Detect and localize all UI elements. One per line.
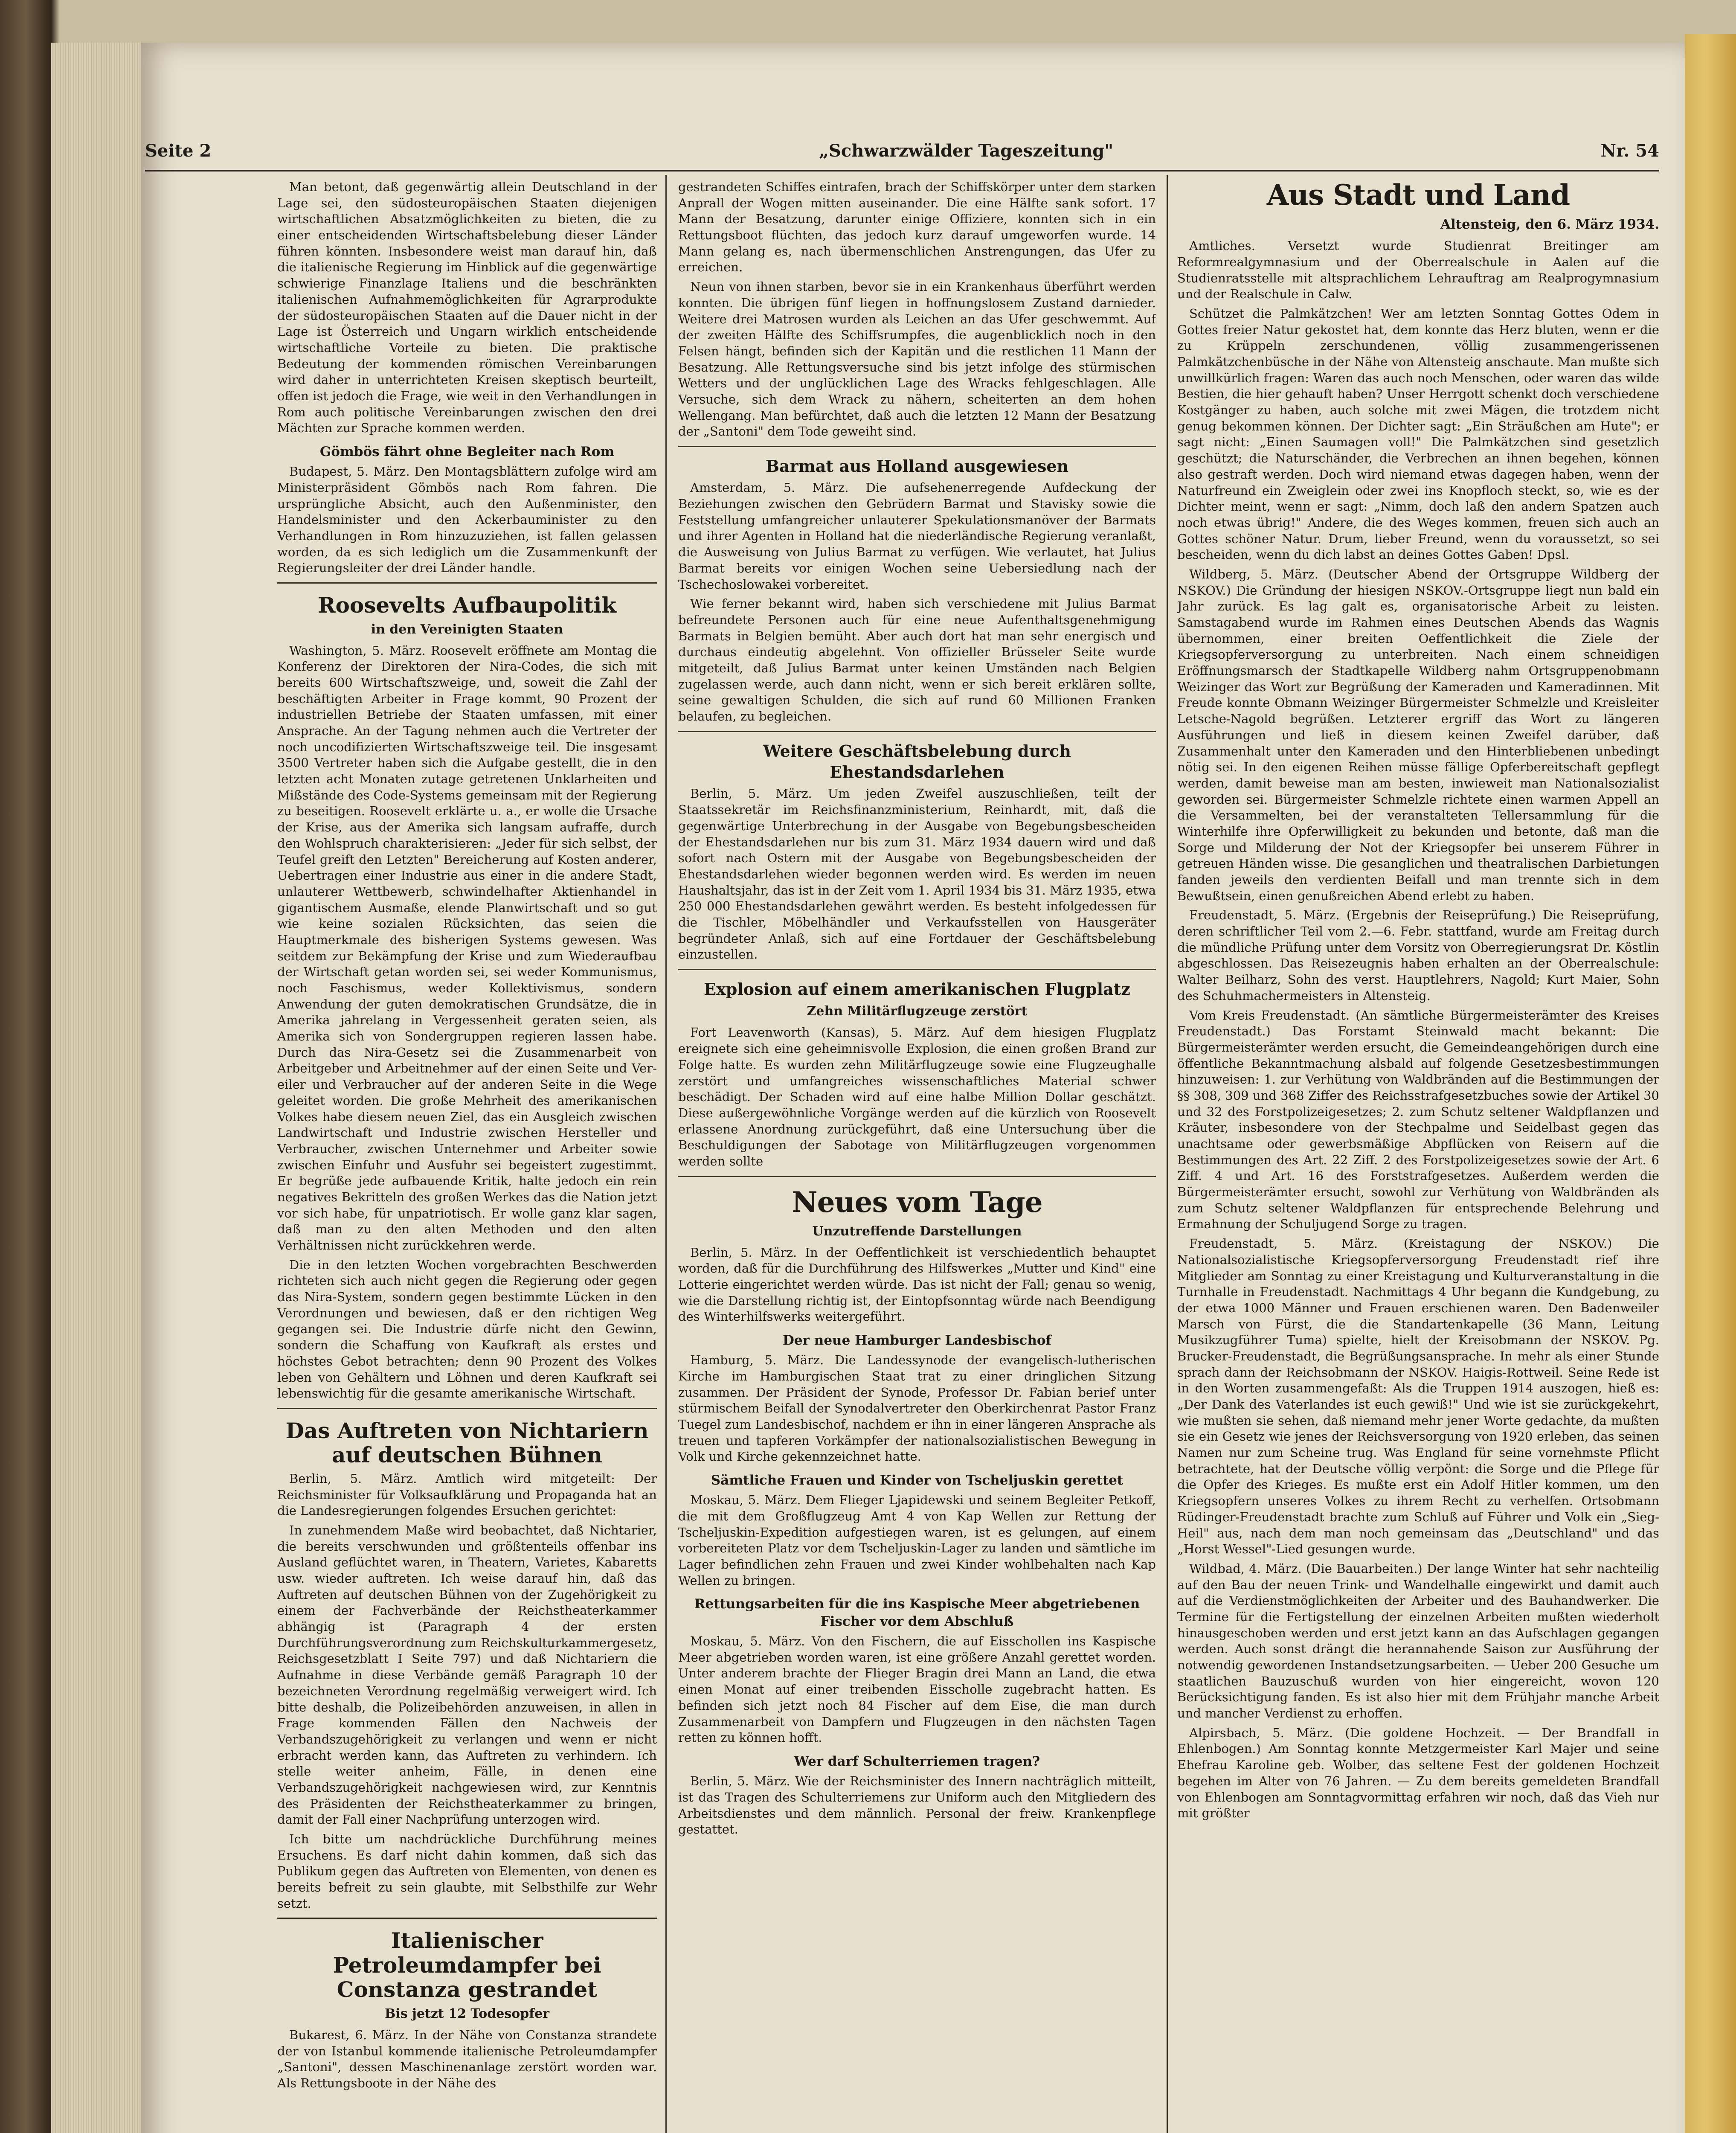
article-text: Berlin, 5. März. Um jeden Zweifel auszuschließen, teilt der Staatssekretär im Reichsfinanzministerium, Reinhardt, mit, daß die gegenwärtige Unterbrechung in der Ausgabe von Begebungsbescheiden der Ehestandsdarlehen nur bis zum 31. März 1934 dauern wird und daß sofort nach Ostern mit der Ausgabe von Begebungsbescheiden der Ehestandsdarlehen wieder begonnen werden wird. Es werden im neuen Haushaltsjahr, das ist in der Zeit vom 1. April 1934 bis 31. März 1935, etwa 250 000 Ehestandsdarlehen gewährt werden. Es besteht infolgedessen für die Tischler, Möbelhändler und Verkaufsstellen von Hausgeräter begründeter Anlaß, sich auf eine Fortdauer der Geschäftsbelebung einzustellen. [678, 786, 1156, 962]
article-text: Moskau, 5. März. Dem Flieger Ljapidewski und seinem Begleiter Petkoff, die mit dem Großflugzeug Amt 4 von Kap Wellen zur Rettung der Tscheljuskin-Expedition aufgestiegen waren, ist es gelungen, auf einem vorbereiteten Platz vor dem Tscheljuskin-Lager zu landen und sämtliche im Lager befindlichen zehn Frauen und zwei Kinder wohlbehalten nach Kap Wellen zu bringen. [678, 1493, 1156, 1588]
article-separator [277, 1408, 657, 1409]
page-header [145, 141, 1659, 166]
page-number: Seite 2 [145, 141, 212, 161]
article-headline: Weitere Geschäftsbelebung durch Ehestandsdarlehen [763, 741, 1071, 782]
column-1 [277, 179, 657, 2133]
article-text: Schützet die Palmkätzchen! Wer am letzten Sonntag Gottes Odem in Gottes freier Natur gekostet hat, dem konnte das Herz bluten, wenn er die zu Krüppeln zerschundenen, völlig zusammengerissenen Palmkätzchenbüsche in der Nähe von Altensteig anschaute. Man mußte sich unwillkürlich fragen: Waren das auch noch Menschen, oder waren das wilde Bestien, die hier gehauft haben? Unser Herrgott schenkt doch verschiedene Kostgänger zu haben, auch solche mit zwei Mägen, die trotzdem nicht genug bekommen können. Der Dichter sagt: „Ein Sträußchen am Hute"; er sagt nicht: „Einen Saumagen voll!" Die Palmkätzchen sind gesetzlich geschützt; die Naturschänder, die Verbrechen an ihnen begehen, können also gestraft werden. Doch wird niemand etwas dagegen haben, wenn der Naturfreund ein Zweiglein oder zwei ins Knopfloch steckt, so, wie es der Dichter meint, wenn er sagt: „Nimm, doch laß den andern Spatzen auch noch etwas übrig!" Andere, die des Weges kommen, freuen sich auch an Gottes schöner Natur. Drum, lieber Freund, wenn du voraussetzt, so sei bescheiden, wenn du dich labst an deines Gottes Gaben! Dpsl. [1177, 306, 1659, 562]
article-separator [678, 969, 1156, 970]
article-headline: Barmat aus Holland ausgewiesen [765, 456, 1069, 476]
article-headline: Italienischer Petroleumdampfer bei Constanza gestrandet [333, 1928, 601, 2002]
column-divider-1 [665, 175, 667, 2133]
article-subheadline: Bis jetzt 12 Todesopfer [384, 2006, 550, 2021]
article-text: Die in den letzten Wochen vorgebrachten Beschwerden richteten sich auch nicht gegen die Regierung oder gegen das Nira-System, sondern gegen bestimmte Lücken in den Verordnungen und bewiesen, daß er den richtigen Weg gegangen sei. Die Industrie dürfe nicht den Gewinn, sondern die Schaffung von Kaufkraft als erstes und höchstes Gebot betrachten; denn 90 Prozent des Volkes leben von Gehältern und Löhnen und deren Kaufkraft sei lebenswichtig für die gesamte amerikanische Wirtschaft. [277, 1257, 657, 1401]
newspaper-title: „Schwarzwälder Tageszeitung" [819, 141, 1114, 161]
article-text: Wildbad, 4. März. (Die Bauarbeiten.) Der lange Winter hat sehr nachteilig auf den Bau der neuen Trink- und Wandelhalle eingewirkt und damit auch auf die Verdienstmöglichkeiten der Arbeiter und des Bauhandwerker. Die Termine für die Fertigstellung der einzelnen Arbeiten mußten wiederholt hinausgeschoben werden und erst jetzt kann an das Aufschlagen gegangen werden. Auch sonst drängt die herannahende Saison zur Ausführung der notwendig gewordenen Instandsetzungsarbeiten. — Ueber 200 Gesuche um staatlichen Bauzuschuß wurden von hier eingereicht, wovon 120 Berücksichtigung fanden. Es ist also hier mit dem Frühjahr manche Arbeit und mancher Verdienst zu erhoffen. [1177, 1561, 1659, 1721]
article-text: Man betont, daß gegenwärtig allein Deutschland in der Lage sei, den südosteuropäischen Staaten diejenigen wirtschaftlichen Absatzmöglichkeiten zu bieten, die zu einer entscheidenden Wirtschaftsbelebung dieser Länder führen könnten. Insbesondere weist man darauf hin, daß die italienische Regierung im Hinblick auf die gegenwärtige schwierige Finanzlage Italiens und die beschränkten italienischen Aufnahmemöglichkeiten für Agrarprodukte der südosteuropäischen Staaten auf die Dauer nicht in der Lage ist Österreich und Ungarn wirklich entscheidende wirtschaftliche Vorteile zu bieten. Die praktische Bedeutung der kommenden römischen Vereinbarungen wird daher in unterrichteten Kreisen skeptisch beurteilt, offen ist jedoch die Frage, wie weit in den Verhandlungen in Rom auch politische Vereinbarungen zwischen den drei Mächten zur Sprache kommen werden. [277, 180, 657, 436]
article-headline: Gömbös fährt ohne Begleiter nach Rom [319, 444, 615, 459]
article-text: Berlin, 5. März. Amtlich wird mitgeteilt: Der Reichsminister für Volksaufklärung und Propaganda hat an die Landesregierungen folgendes Ersuchen gerichtet: [277, 1471, 657, 1518]
article-text: Wie ferner bekannt wird, haben sich verschiedene mit Julius Barmat befreundete Personen auch für eine neue Aufenthaltsgenehmigung Barmats in Belgien bemüht. Aber auch dort hat man sehr energisch und durchaus eindeutig abgelehnt. Von offizieller Brüsseler Seite wurde mitgeteilt, daß Julius Barmat unter keinen Umständen nach Belgien zugelassen werde, auch dann nicht, wenn er sich bereit erklären sollte, seine gewaltigen Schulden, die sich auf rund 60 Millionen Franken belaufen, zu begleichen. [678, 596, 1156, 724]
column-2 [678, 179, 1156, 2133]
article-text: Fort Leavenworth (Kansas), 5. März. Auf dem hiesigen Flugplatz ereignete sich eine geheimnisvolle Explosion, die einen großen Brand zur Folge hatte. Es wurden zehn Militärflugzeuge sowie eine Flugzeughalle zerstört und umfangreiches wissenschaftliches Material schwer beschädigt. Der Schaden wird auf eine halbe Million Dollar geschätzt. Diese außergewöhnliche Vorgänge werden auf die kürzlich von Roosevelt erlassene Anordnung zurückgeführt, daß eine Untersuchung über die Beschuldigungen der Sabotage von Militärflugzeugen vorgenommen werden sollte [678, 1025, 1156, 1168]
article-text: Amtliches. Versetzt wurde Studienrat Breitinger am Reformrealgymnasium und der Oberrealschule in Aalen auf die Studienratsstelle mit altsprachlichem Lehrauftrag am Realprogymnasium und der Realschule in Calw. [1177, 238, 1659, 302]
page-stack-edge [51, 43, 149, 2133]
dateline: Altensteig, den 6. März 1934. [1440, 216, 1659, 232]
article-text: Berlin, 5. März. Wie der Reichsminister des Innern nachträglich mitteilt, ist das Tragen des Schulterriemens zur Uniform auch den Mitgliedern des Arbeitsdienstes und dem männlich. Personal der freiw. Krankenpflege gestattet. [678, 1774, 1156, 1837]
article-text: Berlin, 5. März. In der Oeffentlichkeit ist verschiedentlich behauptet worden, daß für die Durchführung des Hilfswerkes „Mutter und Kind" eine Lotterie eingerichtet werden würde. Das ist nicht der Fall; genau so wenig, wie die Darstellung richtig ist, der Eintopfsonntag würde nach Beendigung des Winterhilfswerks weitergeführt. [678, 1245, 1156, 1324]
article-separator [678, 731, 1156, 732]
issue-number: Nr. 54 [1600, 141, 1659, 161]
section-headline: Neues vom Tage [792, 1185, 1042, 1219]
column-3 [1177, 179, 1659, 2133]
article-text: Budapest, 5. März. Den Montagsblättern zufolge wird am Ministerpräsident Gömbös nach Rom fahren. Die ursprüngliche Absicht, auch den Außenminister, den Handelsminister und den Ackerbauminister zu den Verhandlungen in Rom hinzuzuziehen, ist fallen gelassen worden, da es sich lediglich um die Zusammenkunft der Regierungsleiter der drei Länder handle. [277, 464, 657, 575]
article-headline: Sämtliche Frauen und Kinder von Tscheljuskin gerettet [711, 1473, 1123, 1488]
article-subheadline: Zehn Militärflugzeuge zerstört [807, 1004, 1028, 1019]
article-text: Moskau, 5. März. Von den Fischern, die auf Eisschollen ins Kaspische Meer abgetrieben worden waren, ist eine größere Anzahl gerettet worden. Unter anderem brachte der Flieger Bragin drei Mann an Land, die etwa einen Monat auf einer treibenden Eisscholle zugebracht hatten. Es befinden sich jetzt noch 84 Fischer auf dem Eise, die man durch Zusammenarbeit von Dampfern und Flugzeugen in den nächsten Tagen retten zu können hofft. [678, 1634, 1156, 1745]
article-text: Ich bitte um nachdrückliche Durchführung meines Ersuchens. Es darf nicht dahin kommen, daß sich das Publikum gegen das Auftreten von Elementen, von denen es bereits befreit zu sein glaubte, mit Selbsthilfe zur Wehr setzt. [277, 1832, 657, 1911]
article-text: Hamburg, 5. März. Die Landessynode der evangelisch-lutherischen Kirche im Hamburgischen Staat trat zu einer dringlichen Sitzung zusammen. Der Präsident der Synode, Professor Dr. Fabian berief unter stürmischem Beifall der Synodalvertreter den Oberkirchenrat Pastor Franz Tuegel zum Landesbischof, nachdem er ihn in einer längeren Ansprache als treuen und tapferen Vorkämpfer der nationalsozialistischen Bewegung in Volk und Kirche gekennzeichnet hatte. [678, 1353, 1156, 1464]
article-subheadline: Unzutreffende Darstellungen [812, 1223, 1022, 1239]
binding-edge [1685, 34, 1736, 2133]
article-separator [277, 582, 657, 584]
article-text: Neun von ihnen starben, bevor sie in ein Krankenhaus überführt werden konnten. Die übrigen fünf liegen in hoffnungslosem Zustand darnieder. Weitere drei Matrosen wurden als Leichen an das Ufer geschwemmt. Auf der zweiten Hälfte des Schiffsrumpfes, die augenblicklich noch in den Felsen hängt, befinden sich der Kapitän und die restlichen 11 Mann der Besatzung. Alle Rettungsversuche sind bis jetzt infolge des stürmischen Wetters und der unglücklichen Lage des Wracks fehlgeschlagen. Alle Versuche, sich dem Wrack zu nähern, scheiterten an dem hohen Wellengang. Man befürchtet, daß auch die letzten 12 Mann der Besatzung der „Santoni" dem Tode geweiht sind. [678, 279, 1156, 439]
article-text: gestrandeten Schiffes eintrafen, brach der Schiffskörper unter dem starken Anprall der Wogen mitten auseinander. Die eine Hälfte sank sofort. 17 Mann der Besatzung, darunter einige Offiziere, konnten sich in ein Rettungsboot flüchten, das jedoch kurz darauf umgeworfen wurde. 14 Mann gelang es, nach übermenschlichen Anstrengungen, das Ufer zu erreichen. [678, 180, 1156, 275]
column-divider-2 [1167, 175, 1168, 2133]
article-separator [277, 1918, 657, 1919]
article-text: Alpirsbach, 5. März. (Die goldene Hochzeit. — Der Brandfall in Ehlenbogen.) Am Sonntag konnte Metzgermeister Karl Majer und seine Ehefrau Karoline geb. Wolber, das seltene Fest der goldenen Hochzeit begehen im Alter von 76 Jahren. — Zu dem bereits gemeldeten Brandfall von Ehlenbogen am Sonntagvormittag erfahren wir noch, daß das Vieh nur mit größter [1177, 1725, 1659, 1821]
section-headline: Aus Stadt und Land [1266, 179, 1570, 212]
article-text: In zunehmendem Maße wird beobachtet, daß Nichtarier, die bereits verschwunden und größtenteils offenbar ins Ausland geflüchtet waren, in Theatern, Varietes, Kabaretts usw. wieder auftreten. Ich weise darauf hin, daß das Auftreten auf deutschen Bühnen von der Zugehörigkeit zu einem der Fachverbände der Reichstheaterkammer abhängig ist (Paragraph 4 der ersten Durchführungsverordnung zum Reichskulturkammergesetz, Reichsgesetzblatt I Seite 797) und daß Nichtariern die Aufnahme in diese Verbände gemäß Paragraph 10 der bezeichneten Verordnung regelmäßig verweigert wird. Ich bitte deshalb, die Polizeibehörden anzuweisen, in allen in Frage kommenden Fällen den Nachweis der Verbandszugehörigkeit zu verlangen und wenn er nicht erbracht werden kann, das Auftreten zu verhindern. Ich stelle weiter anheim, Fälle, in denen eine Verbandszugehörigkeit nachgewiesen wird, zur Kenntnis des Präsidenten der Reichstheaterkammer zu bringen, damit der Fall einer Nachprüfung unterzogen wird. [277, 1523, 657, 1827]
article-text: Freudenstadt, 5. März. (Ergebnis der Reiseprüfung.) Die Reiseprüfung, deren schriftlicher Teil vom 2.—6. Febr. stattfand, wurde am Freitag durch die mündliche Prüfung unter dem Vorsitz von Oberregierungsrat Dr. Köstlin abgeschlossen. Das Reisezeugnis haben erhalten an der Oberrealschule: Walter Beilharz, Sohn des verst. Hauptlehrers, Nagold; Kurt Maier, Sohn des Schuhmachermeisters in Altensteig. [1177, 908, 1659, 1003]
article-separator [678, 1176, 1156, 1177]
article-subheadline: in den Vereinigten Staaten [371, 622, 563, 637]
article-headline: Roosevelts Aufbaupolitik [317, 593, 617, 618]
article-headline: Wer darf Schulterriemen tragen? [794, 1753, 1040, 1769]
article-text: Freudenstadt, 5. März. (Kreistagung der NSKOV.) Die Nationalsozialistische Kriegsopferversorgung Freudenstadt rief ihre Mitglieder am Sonntag zu einer Kreistagung und Kulturveranstaltung in die Turnhalle in Freudenstadt. Nachmittags 4 Uhr begann die Kundgebung, zu der etwa 1000 Männer und Frauen erschienen waren. Den Badenweiler Marsch von Fürst, die die Standartenkapelle (36 Mann, Leitung Musikzugführer Tuma) spielte, hielt der Kreisobmann der NSKOV. Pg. Brucker-Freudenstadt, die Begrüßungsansprache. In mehr als einer Stunde sprach dann der Reichsobmann der NSKOV. Haigis-Rottweil. Seine Rede ist in den Worten zusammengefaßt: Als die Truppen 1914 auszogen, hieß es: „Der Dank des Vaterlandes ist euch gewiß!" Und wie ist sie zurückgekehrt, wie mußten sie sehen, daß niemand mehr jener Worte gedachte, da mußten sie ein Gesetz wie jenes der Reichsversorgung von 1920 erleben, das seinen Namen nur zum Scheine trug. Was England für seine vornehmste Pflicht betrachtete, hat der Deutsche völlig verpönt: die Sorge und die Pflege für die Opfer des Krieges. Es mußte erst ein Adolf Hitler kommen, um den Kriegsopfern unseres Volkes zu ihrem Recht zu verhelfen. Ortsobmann Rüdinger-Freudenstadt brachte zum Schluß auf Führer und Volk ein „Sieg-Heil" aus, nach dem man noch gemeinsam das „Deutschland" und das „Horst Wessel"-Lied gesungen wurde. [1177, 1236, 1659, 1557]
article-headline: Rettungsarbeiten für die ins Kaspische Meer abgetriebenen Fischer vor dem Abschluß [694, 1596, 1140, 1629]
article-text: Washington, 5. März. Roosevelt eröffnete am Montag die Konferenz der Direktoren der Nira-Codes, die sich mit bereits 600 Wirtschaftszweige, und, soweit die Zahl der beschäftigten Arbeiter in Frage kommt, 90 Prozent der industriellen Betriebe der Staaten umfassen, mit einer Ansprache. An der Tagung nehmen auch die Vertreter der noch uncodifizierten Wirtschaftszweige teil. Die insgesamt 3500 Vertreter haben sich die Aufgabe gestellt, die in den letzten acht Monaten zutage getretenen Unklarheiten und Mißstände des Code-Systems gemeinsam mit der Regierung zu beseitigen. Roosevelt erklärte u. a., er wolle die Ursache der Krise, aus der Amerika sich langsam aufraffe, durch den Wohlspruch charakterisieren: „Jeder für sich selbst, der Teufel greift den Letzten" Bereicherung auf Kosten anderer, Uebertragen einer Industrie aus einer in die andere Stadt, unlauterer Wettbewerb, schwindelhafter Aktienhandel in gigantischem Ausmaße, elende Planwirtschaft und so gut wie keine sozialen Rücksichten, das seien die Hauptmerkmale des bisherigen Systems gewesen. Was seitdem zur Bekämpfung der Krise und zum Wiederaufbau der Wirtschaft getan worden sei, sei weder Kommunismus, noch Faschismus, weder Kollektivismus, sondern Anwendung der guten demokratischen Grundsätze, die in Amerika jahrelang in Vergessenheit geraten seien, als Amerika sich von Sondergruppen regieren lassen habe. Durch das Nira-Gesetz sei die Zusammenarbeit von Arbeitgeber und Arbeitnehmer auf der einen Seite und Ver-eiler und Verbraucher auf der anderen Seite in die Wege geleitet worden. Die große Mehrheit des amerikanischen Volkes habe diesem neuen Ziel, das ein Ausgleich zwischen Landwirtschaft und Industrie zwischen Hersteller und Verbraucher, zwischen Unternehmer und Arbeiter sowie zwischen Einfuhr und Ausfuhr sei begeistert zugestimmt. Er begrüße jede aufbauende Kritik, halte jedoch ein rein negatives Bekritteln des großen Werkes das die Nation jetzt vor sich habe, für unpatriotisch. Er wolle ganz klar sagen, daß man zu den alten Methoden und den alten Verhältnissen nicht zurückkehren werde. [277, 643, 657, 1253]
article-text: Bukarest, 6. März. In der Nähe von Constanza strandete der von Istanbul kommende italienische Petroleumdampfer „Santoni", dessen Maschinenanlage zerstört worden war. Als Rettungsboote in der Nähe des [277, 2027, 657, 2091]
article-text: Wildberg, 5. März. (Deutscher Abend der Ortsgruppe Wildberg der NSKOV.) Die Gründung der hiesigen NSKOV.-Ortsgruppe liegt nun bald ein Jahr zurück. Es lag galt es, organisatorische Arbeit zu leisten. Samstagabend wurde im Rahmen eines Deutschen Abends das Wagnis übernommen, einer breiten Oeffentlichkeit die Ziele der Kriegsopferversorgung zu unterbreiten. Nach einem schneidigen Eröffnungsmarsch der Stadtkapelle Wildberg nahm Ortsgruppenobmann Weizinger das Wort zur Begrüßung der Kameraden und Kameradinnen. Mit Freude konnte Obmann Weizinger Bürgermeister Schmelzle und Kreisleiter Letsche-Nagold begrüßen. Letzterer ergriff das Wort zu längeren Ausführungen und ließ in diesem keinen Zweifel darüber, daß Zusammenhalt unter den Kameraden und den Hinterbliebenen unbedingt nötig sei. In den eigenen Reihen müsse fällige Opferbereitschaft gepflegt werden, damit beweise man am besten, inwieweit man Nationalsozialist geworden sei. Bürgermeister Schmelzle richtete einen warmen Appell an die Versammelten, bei der veranstalteten Tellersammlung für die Winterhilfe ihre Opferwilligkeit zu bekunden und betonte, daß man die Sorge und Milderung der Not der Kriegsopfer bei unserem Führer in getreuen Händen wisse. Die gesanglichen und theatralischen Darbietungen fanden jeweils den verdienten Beifall und man trennte sich in dem Bewußtsein, einen genußreichen Abend erlebt zu haben. [1177, 567, 1659, 903]
article-text: Amsterdam, 5. März. Die aufsehenerregende Aufdeckung der Beziehungen zwischen den Gebrüdern Barmat und Stavisky sowie die Feststellung umfangreicher unlauterer Spekulationsmanöver der Barmats und ihrer Agenten in Holland hat die niederländische Regierung veranlaßt, die Ausweisung von Julius Barmat zu verfügen. Wie verlautet, hat Julius Barmat bereits vor einigen Wochen seine Uebersiedlung nach der Tschechoslowakei vorbereitet. [678, 480, 1156, 592]
article-headline: Das Auftreten von Nichtariern auf deutschen Bühnen [285, 1418, 649, 1468]
article-headline: Der neue Hamburger Landesbischof [783, 1332, 1051, 1348]
article-text: Vom Kreis Freudenstadt. (An sämtliche Bürgermeisterämter des Kreises Freudenstadt.) Das Forstamt Steinwald macht bekannt: Die Bürgermeisterämter werden ersucht, die Gemeindeangehörigen durch eine öffentliche Bekanntmachung alsbald auf folgende Gesetzesbestimmungen hinzuweisen: 1. zur Verhütung von Waldbränden auf die Bestimmungen der §§ 308, 309 und 368 Ziffer des Reichsstrafgesetzbuches sowie der Artikel 30 und 32 des Forstpolizeigesetzes; 2. zum Schutz seltener Waldpflanzen und Kräuter, insbesondere von der Stechpalme und Seidelbast gegen das unachtsame oder gewerbsmäßige Abpflücken von Reisern auf die Bestimmungen des Art. 22 Ziff. 2 des Forstpolizeigesetzes sowie der Art. 6 Ziff. 4 und Art. 16 des Forststrafgesetzes. Außerdem werden die Bürgermeisterämter ersucht, sowohl zur Verhütung von Waldbränden als zum Schutz seltener Waldpflanzen für entsprechende Belehrung und Ermahnung der Schuljugend Sorge zu tragen. [1177, 1008, 1659, 1232]
article-separator [678, 446, 1156, 447]
header-rule [145, 170, 1659, 171]
article-headline: Explosion auf einem amerikanischen Flugplatz [704, 979, 1130, 999]
